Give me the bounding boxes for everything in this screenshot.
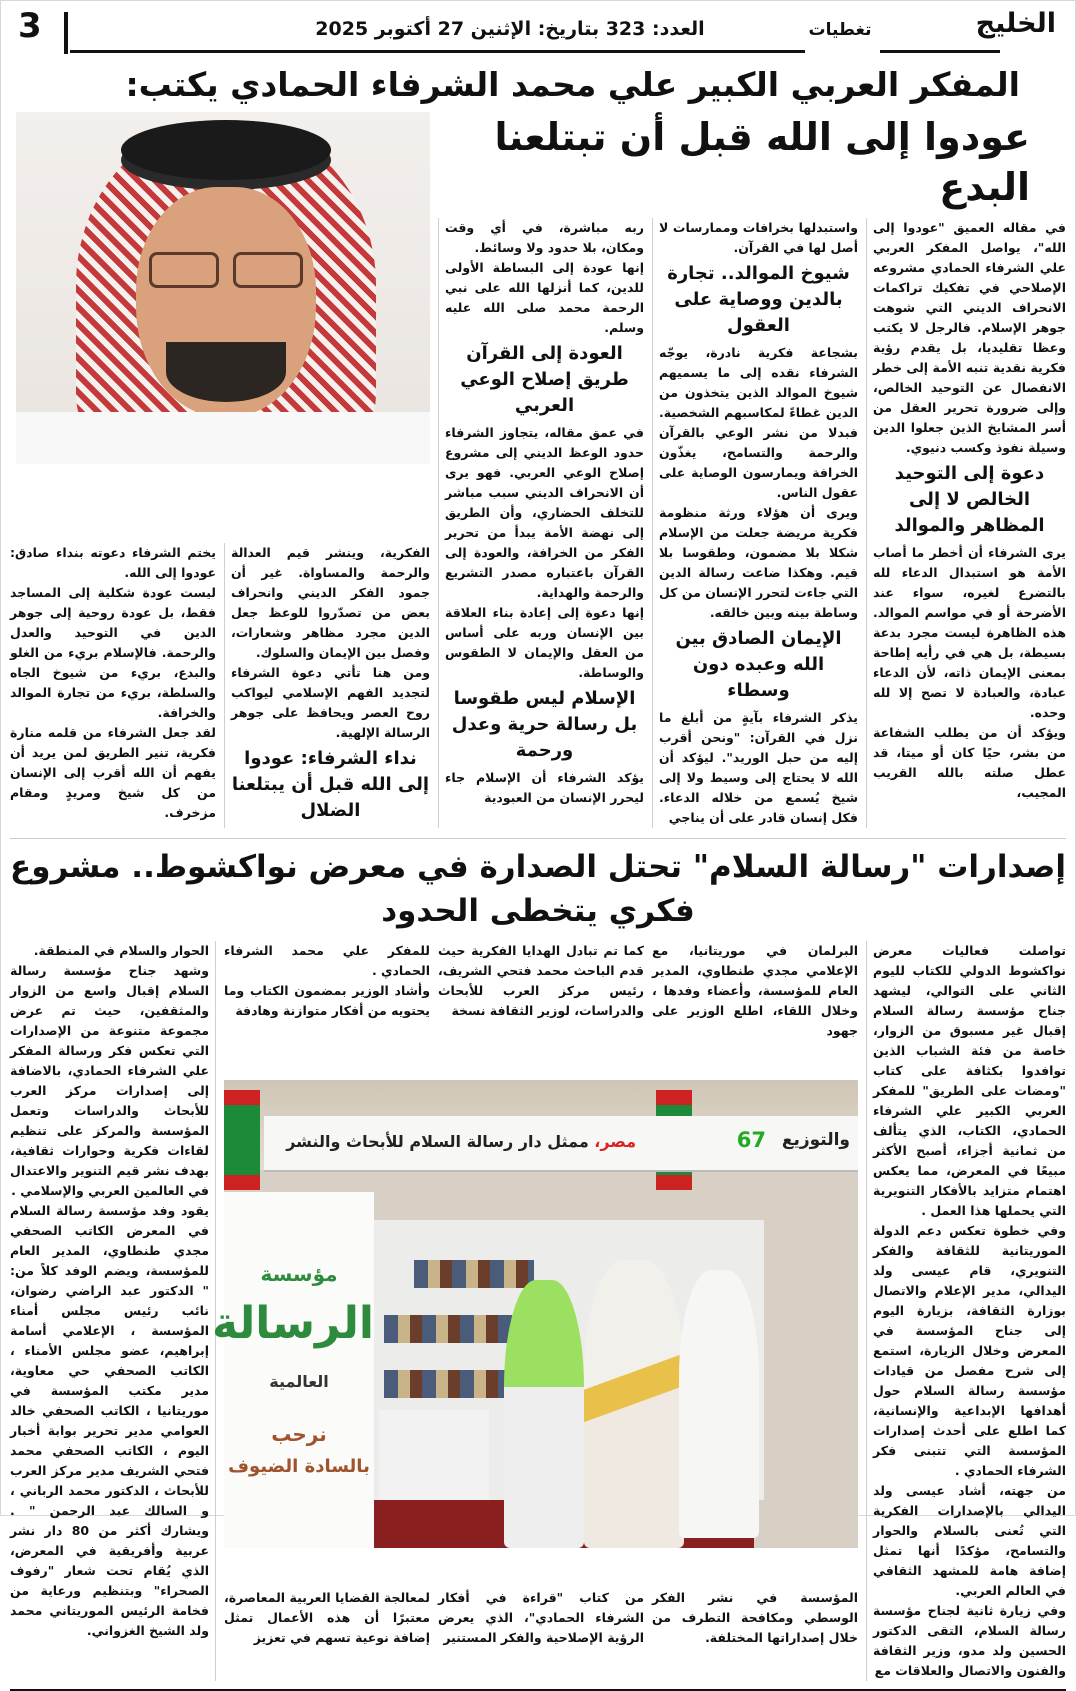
paragraph: لقد جعل الشرفاء من قلمه منارة فكرية، تنير الطريق لمن يريد أن يفهم أن الله أقرب إلى الإنسان من كل شيخ ومريدٍ ومقام مزخرف. <box>10 725 216 820</box>
paragraph: ربه مباشرة، في أي وقت ومكان، بلا حدود ولا وسائط. <box>445 220 644 255</box>
paragraph: ومن هنا تأتي دعوة الشرفاء لتجديد الفهم الإسلامي ليواكب روح العصر ويحافظ على جوهر الرسالة الإلهية. <box>231 665 430 740</box>
paragraph: إنها دعوة إلى إعادة بناء العلاقة بين الإنسان وربه على أساس من العقل والإيمان لا الطقوس والوساطة. <box>445 605 644 680</box>
author-portrait <box>16 112 430 464</box>
subheading: الإسلام ليس طقوسا بل رسالة حرية وعدل ورحمة <box>451 688 638 761</box>
article1-column-1 <box>866 218 1066 828</box>
header-rule-right <box>880 50 1000 53</box>
banner-country: مصر، <box>594 1132 636 1152</box>
rollup-banner <box>212 1192 374 1548</box>
paragraph: المؤسسة في نشر الفكر الوسطي ومكافحة التطرف من خلال إصداراتها المختلفة. <box>652 1589 858 1645</box>
rollup-text: مؤسسة <box>260 1262 338 1287</box>
article2 <box>10 941 1066 1681</box>
rollup-text: العالمية <box>269 1372 329 1392</box>
visitor <box>679 1270 759 1538</box>
article1-column-2 <box>652 218 858 828</box>
article1-column-3 <box>438 218 644 828</box>
paragraph: ويؤكد أن من يطلب الشفاعة من بشر، حيًا كان أو ميتا، قد عطل صلته بالله القريب المجيب، <box>873 725 1066 800</box>
paragraph: في مقاله العميق "عودوا إلى الله"، يواصل المفكر العربي علي الشرفاء الحمادي مشروعه الإصلاحي في تفكيك تراكمات الانحراف الديني التي شوهت جوهر الإسلام. فالرجل لا يكتب وعظا تقليديا، بل يقدم رؤية فكرية نقدية تنبه الأمة إلى خطر الانفصال عن التوحيد الخالص، وإلى ضرورة تحرير العقل من أسر المشايخ الذين جعلوا الدين وسيلة نفوذ وكسب دنيوي. <box>873 220 1066 455</box>
subheading: العودة إلى القرآن طريق إصلاح الوعي العربي <box>460 343 629 416</box>
subheading: شيوخ الموالد.. تجارة بالدين ووصاية على العقول <box>667 263 850 336</box>
article-kicker: المفكر العربي الكبير علي محمد الشرفاء الحمادي يكتب: <box>125 65 1020 104</box>
paragraph: للمفكر علي محمد الشرفاء الحمادي . <box>224 943 430 978</box>
paragraph: وشهد جناح مؤسسة رسالة السلام إقبال واسع من الزوار والمثقفين، حيث تم عرض مجموعة متنوعة من الإصدارات التي تعكس فكر ورسالة المفكر علي الشرفاء الحمادي، بالاضافة إلى إصدارات مركز العرب للأبحاث والدراسات وتعمل المؤسسة والمركز على تنظيم لقاءات فكرية وحوارات ثقافية، بهدف نشر قيم التنوير والاعتدال في العالمين العربي والإسلامي . <box>10 963 209 1198</box>
article2-column-4-bottom <box>224 1588 430 1681</box>
paragraph: واستبدلها بخرافات وممارسات لا أصل لها في القرآن. <box>659 220 858 255</box>
beard-shape <box>166 342 286 402</box>
paragraph: تواصلت فعاليات معرض نواكشوط الدولي للكتاب لليوم الثاني على التوالي، ليشهد جناح مؤسسة رسالة السلام إقبال غير مسبوق من الزوار، خاصة من فئة الشباب الذين توافدوا بكثافة على كتاب "ومضات على الطريق" للمفكر العربي الكبير علي الشرفاء الحمادي، الكتاب، الذي يتألف من ثمانية أجزاء، أصبح الأكثر مبيعًا في المعرض، مما يعكس اهتمام متزايد بالأفكار التنويرية التي يحملها هذا العمل . <box>873 943 1066 1218</box>
section-label: تغطيات <box>808 20 872 40</box>
article2-column-2-top <box>652 941 858 1074</box>
paragraph: في عمق مقاله، يتجاوز الشرفاء حدود الوعظ الديني إلى مشروع إصلاح الوعي العربي. فهو يرى أن الانحراف الديني سبب مباشر للتخلف الحضاري، وأن الطريق إلى نهضة الأمة يبدأ من تحرير الفكر من الخرافة، والعودة إلى القرآن باعتباره مصدر التشريع والرحمة والهداية. <box>445 425 644 600</box>
visitor <box>584 1260 684 1548</box>
paragraph: يذكر الشرفاء بآيةٍ من أبلغ ما نزل في القرآن: "ونحن أقرب إليه من حبل الوريد". ليؤكد أن الله لا يحتاج إلى وسيط ولا إلى شيخ يُسمع من خلاله الدعاء. فكل إنسان قادر على أن يناجي <box>659 710 858 825</box>
subheading: دعوة إلى التوحيد الخالص لا إلى المظاهر والموالد <box>894 463 1045 536</box>
booth-banner <box>264 1116 858 1172</box>
masthead-logo: الخليج <box>975 8 1056 39</box>
article2-column-1 <box>866 941 1066 1681</box>
page-body <box>10 62 1066 1691</box>
article2-column-4-top <box>224 941 430 1074</box>
subheading: نداء الشرفاء: عودوا إلى الله قبل أن يبتلعنا الضلال <box>231 748 430 821</box>
paragraph: بشجاعة فكرية نادرة، يوجّه الشرفاء نقده إلى ما يسميهم شيوخ الموالد الذين يتخذون من الدين غطاءً لمكاسبهم الشخصية. فبدلا من نشر الوعي بالقرآن والرحمة والتسامح، يغذّون الخرافة ويمارسون الوصاية على عقول الناس. <box>659 345 858 500</box>
rollup-logo-text: الرسالة <box>212 1298 374 1350</box>
glasses-shape <box>149 252 303 286</box>
article-title: عودوا إلى الله قبل أن تبتلعنا البدع <box>494 115 1030 209</box>
banner-publisher: ممثل دار رسالة السلام للأبحاث والنشر <box>286 1132 589 1152</box>
mauritania-flag <box>224 1090 260 1190</box>
paragraph: إنها عودة إلى البساطة الأولى للدين، كما أنزلها الله على نبي الرحمة محمد صلى الله عليه وسلم. <box>445 260 644 335</box>
article1-column-4 <box>224 543 430 828</box>
book-fair-photo <box>212 1080 858 1548</box>
banner-neighbor: والتوزيع <box>781 1130 850 1151</box>
article2-column-2-bottom <box>652 1588 858 1681</box>
article2-title: إصدارات "رسالة السلام" تحتل الصدارة في معرض نواكشوط.. مشروع فكري يتخطى الحدود <box>10 838 1066 933</box>
paragraph: الفكرية، وينشر قيم العدالة والرحمة والمساواة. غير أن جمود الفكر الديني وانحراف بعض من تصدّروا للوعظ جعل الدين مجرد مظاهر وشعارات، وفصل بين الإيمان والسلوك. <box>231 545 430 660</box>
article1-column-5 <box>10 543 216 828</box>
agal-shape <box>121 120 331 180</box>
article1 <box>10 112 1066 828</box>
paragraph: الحوار والسلام في المنطقة. <box>33 943 209 958</box>
paragraph: وفي خطوة تعكس دعم الدولة الموريتانية للثقافة والفكر التنويري، قام عيسى ولد اليدالي، مدير الإعلام والاتصال بوزارة الثقافة، بزيارة اليوم إلى جناح المؤسسة في المعرض وخلال الزيارة، استمع إلى شرح مفصل من قيادات مؤسسة رسالة السلام حول أهدافها الإبداعية والإنسانية، كما اطلع على أحدث إصدارات المؤسسة التي تتبنى فكر الشرفاء الحمادي . <box>873 1223 1066 1478</box>
paragraph: يؤكد الشرفاء أن الإسلام جاء ليحرر الإنسان من العبودية <box>445 770 644 805</box>
article2-column-3-bottom <box>438 1588 644 1681</box>
issue-date: العدد: 323 بتاريخ: الإثنين 27 أكتوبر 2025 <box>315 18 705 40</box>
article2-column-5 <box>10 941 216 1681</box>
paragraph: من جهته، أشاد عيسى ولد اليدالي بالإصدارات الفكرية التي تُعنى بالسلام والحوار والتسامح، مؤكدًا أنها تمثل إضافة هامة للمشهد الثقافي في العالم العربي. <box>873 1483 1066 1598</box>
paragraph: من كتاب "قراءة في أفكار الشرفاء الحمادي"، الذي يعرض الرؤية الإصلاحية والفكر المستنير <box>438 1589 644 1645</box>
paragraph: البرلمان في موريتانيا، مع الإعلامي مجدي طنطاوي، المدير العام للمؤسسة، وأعضاء وفدها ، وخلال اللقاء، اطلع الوزير على جهود <box>652 943 858 1038</box>
thobe-shape <box>16 412 430 464</box>
paragraph: يرى الشرفاء أن أخطر ما أصاب الأمة هو استبدال الدعاء لله بالتضرع لغيره، سواء عند الأضرحة أو في مواسم الموالد. هذه الظاهرة ليست مجرد بدعة بسيطة، بل هي في رأيه إطاحة بمعنى الإيمان ذاته، لأن الدعاء عبادة، والعبادة لا تصح إلا لله وحده. <box>873 545 1066 720</box>
paragraph: كما تم تبادل الهدايا الفكرية حيث قدم الباحث محمد فتحي الشريف، رئيس مركز العرب للأبحاث والدراسات، لوزير الثقافة نسخة <box>438 943 644 1018</box>
header-rule <box>70 50 805 53</box>
book-shelf <box>414 1260 534 1288</box>
banner-text <box>286 1132 636 1151</box>
rollup-text: بالسادة الضيوف <box>228 1456 370 1478</box>
paragraph: يختم الشرفاء دعوته بنداء صادق: عودوا إلى الله. <box>10 545 216 580</box>
paragraph: ويرى أن هؤلاء ورثة منظومة فكرية مريضة جعلت من الإسلام شكلا بلا مضمون، وطقوسا بلا قيم. وهكذا ضاعت رسالة الدين التي جاءت لتحرر الإنسان من كل وساطة بينه وبين خالقه. <box>659 505 858 620</box>
paragraph: وفي زيارة ثانية لجناح مؤسسة رسالة السلام، التقى الدكتور الحسين ولد مدو، وزير الثقافة والفنون والاتصال والعلاقات مع <box>873 1603 1066 1678</box>
article2-column-3-top <box>438 941 644 1074</box>
subheading: الإيمان الصادق بين الله وعبده دون وسطاء <box>675 628 842 701</box>
visitor <box>504 1280 584 1548</box>
paragraph: ليست عودة شكلية إلى المساجد فقط، بل عودة روحية إلى جوهر الدين في التوحيد والعدل والرحمة. فالإسلام بريء من الغلو والبدع، بريء من شيوخ الجاه والسلطة، بريء من تجارة الموالد والخرافة. <box>10 585 216 720</box>
header-divider <box>64 12 68 54</box>
rollup-text: نرحب <box>271 1422 327 1447</box>
paragraph: لمعالجة القضايا العربية المعاصرة، معتبرًا أن هذه الأعمال تمثل إضافة نوعية تسهم في تعزيز <box>224 1589 430 1645</box>
paragraph: وأشاد الوزير بمضمون الكتاب وما يحتويه من أفكار متوازنة وهادفة <box>224 983 430 1018</box>
paragraph: يقود وفد مؤسسة رسالة السلام في المعرض الكاتب الصحفي مجدي طنطاوي، المدير العام للمؤسسة، ويضم الوفد كلاً من: " الدكتور عبد الراضي رضوان، نائب رئيس مجلس أمناء المؤسسة ، الإعلامي أسامة إبراهيم، عضو مجلس الأمناء ، الكاتب الصحفي حي معاوية، مدير مكتب المؤسسة في موريتانيا ، الكاتب الصحفي خالد العوامي مدير تحرير بوابة أخبار اليوم ، الكاتب الصحفي محمد فتحي الشريف مدير مركز العرب للأبحاث ، الدكتور محمد الرباني ، و السالك عبد الرحمن " . ويشارك أكثر من 80 دار نشر عربية وأفريقية في المعرض، الذي يُقام تحت شعار "رفوف الصحراء" وبتنظيم ورعاية من فخامة الرئيس الموريتاني محمد ولد الشيخ الغزواني. <box>10 1203 209 1638</box>
page-number: 3 <box>18 6 42 46</box>
booth-number: 67 <box>736 1128 766 1153</box>
